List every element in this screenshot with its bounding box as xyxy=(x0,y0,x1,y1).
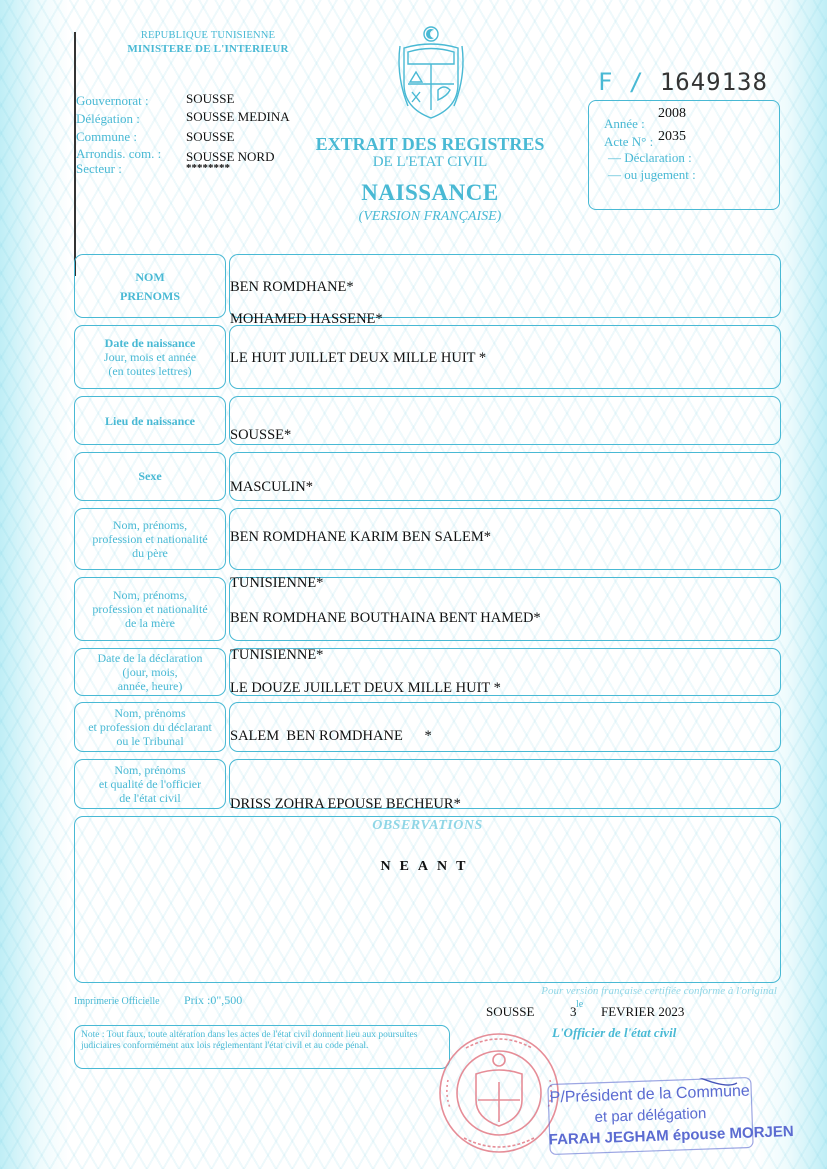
prenoms-value: MOHAMED HASSENE* xyxy=(230,311,383,327)
prenoms-label: PRENOMS xyxy=(120,288,180,303)
mere-nationalite-value: TUNISIENNE* xyxy=(230,647,324,663)
title-version: (VERSION FRANÇAISE) xyxy=(358,209,502,224)
signature-date: FEVRIER 2023 xyxy=(601,1004,685,1019)
declaration-label: — Déclaration : xyxy=(608,150,692,165)
date-naissance-sub2: (en toutes lettres) xyxy=(108,364,192,378)
conforme-label: Pour version française certifiée conforme à l'original xyxy=(541,985,777,997)
lieu-label: Lieu de naissance xyxy=(104,413,195,428)
date-naissance-sub1: Jour, mois et année xyxy=(103,350,197,364)
municipal-seal-icon xyxy=(436,1030,562,1156)
declarant-label-3: ou le Tribunal xyxy=(116,734,184,748)
registry-prefix: F / xyxy=(598,68,645,96)
date-naissance-value: LE HUIT JUILLET DEUX MILLE HUIT * xyxy=(230,350,487,366)
registry-number xyxy=(598,68,768,96)
delegation-value: SOUSSE MEDINA xyxy=(186,109,290,124)
nom-prenoms-label-box xyxy=(74,254,226,318)
annee-label: Année : xyxy=(604,116,645,131)
declaration-label-box xyxy=(74,648,226,696)
secteur-label: Secteur : xyxy=(76,161,122,176)
pere-label-box xyxy=(74,508,226,570)
officier-label-1: Nom, prénoms xyxy=(114,763,186,777)
acte-label: Acte N° : xyxy=(604,134,654,149)
declarant-value: SALEM BEN ROMDHANE * xyxy=(230,728,432,744)
title-naissance: NAISSANCE xyxy=(361,180,499,205)
commune-value: SOUSSE xyxy=(186,129,235,144)
gouvernorat-value: SOUSSE xyxy=(186,91,235,106)
date-naissance-label-box xyxy=(74,325,226,389)
declaration-date-label-1: Date de la déclaration xyxy=(97,651,203,665)
stamp-line-1: P/Président de la Commune xyxy=(549,1082,751,1107)
lieu-value: SOUSSE* xyxy=(230,427,292,443)
acte-value: 2035 xyxy=(658,129,686,144)
observations-box xyxy=(74,816,781,983)
declaration-date-label-3: année, heure) xyxy=(117,679,183,693)
observations-title: OBSERVATIONS xyxy=(372,818,483,833)
officier-signature-label: L'Officier de l'état civil xyxy=(552,1025,677,1040)
stamp-line-2: et par délégation xyxy=(594,1105,707,1126)
delegation-label: Délégation : xyxy=(76,111,140,126)
officier-label-3: de l'état civil xyxy=(119,791,181,805)
mere-label-2: profession et nationalité xyxy=(92,602,208,616)
officier-label-box xyxy=(74,759,226,809)
signature-place: SOUSSE xyxy=(486,1004,535,1019)
arrondissement-label: Arrondis. com. : xyxy=(76,146,162,161)
date-naissance-label: Date de naissance xyxy=(104,336,196,350)
lieu-value-box xyxy=(229,396,781,445)
prix-label: Prix :0",500 xyxy=(184,993,243,1007)
signature-le: le xyxy=(576,999,584,1010)
secteur-value: ******** xyxy=(186,162,230,174)
pere-value: BEN ROMDHANE KARIM BEN SALEM* xyxy=(230,529,492,545)
mere-value: BEN ROMDHANE BOUTHAINA BENT HAMED* xyxy=(230,610,541,626)
observations-value: NEANT xyxy=(380,859,475,874)
arrondissement-value: SOUSSE NORD xyxy=(186,149,275,164)
title-extrait: EXTRAIT DES REGISTRES xyxy=(315,134,545,154)
signature-day: 3 xyxy=(570,1004,577,1019)
lieu-label-box xyxy=(74,396,226,445)
title-etat-civil: DE L'ETAT CIVIL xyxy=(372,154,488,170)
commune-label: Commune : xyxy=(76,129,138,144)
pere-nationalite-value: TUNISIENNE* xyxy=(230,575,324,591)
mere-label-box xyxy=(74,577,226,641)
declaration-date-label-2: (jour, mois, xyxy=(122,665,178,679)
officier-label-2: et qualité de l'officier xyxy=(98,777,202,791)
gouvernorat-label: Gouvernorat : xyxy=(76,93,149,108)
annee-value: 2008 xyxy=(658,106,686,121)
nom-label: NOM xyxy=(135,269,165,284)
sexe-value: MASCULIN* xyxy=(230,479,313,495)
pere-label-3: du père xyxy=(132,546,168,560)
delegation-stamp xyxy=(547,1076,794,1155)
mere-label-1: Nom, prénoms, xyxy=(112,588,188,602)
officier-value: DRISS ZOHRA EPOUSE BECHEUR* xyxy=(230,796,461,812)
republic-label: REPUBLIQUE TUNISIENNE xyxy=(140,30,276,41)
imprimerie-label: Imprimerie Officielle xyxy=(74,996,160,1007)
sexe-label: Sexe xyxy=(138,469,162,483)
stamp-line-3: FARAH JEGHAM épouse MORJEN xyxy=(548,1123,794,1149)
sexe-label-box xyxy=(74,452,226,501)
mere-label-3: de la mère xyxy=(125,616,175,630)
registry-number-value: 1649138 xyxy=(659,68,768,96)
declarant-label-2: et profession du déclarant xyxy=(88,720,212,734)
pere-label-1: Nom, prénoms, xyxy=(112,518,188,532)
ministry-label: MINISTERE DE L'INTERIEUR xyxy=(127,43,289,55)
legal-note: Note : Tout faux, toute altération dans les actes de l'état civil donnent lieu aux poursuites judiciaires conformément aux lois réglementant l'état civil et au code pénal. xyxy=(74,1025,450,1069)
nom-value: BEN ROMDHANE* xyxy=(230,279,354,295)
pere-label-2: profession et nationalité xyxy=(92,532,208,546)
declaration-date-value: LE DOUZE JUILLET DEUX MILLE HUIT * xyxy=(230,680,501,696)
declarant-label-box xyxy=(74,702,226,752)
tunisia-coat-of-arms-icon xyxy=(398,24,464,122)
jugement-label: — ou jugement : xyxy=(608,167,696,182)
declarant-label-1: Nom, prénoms xyxy=(114,706,186,720)
